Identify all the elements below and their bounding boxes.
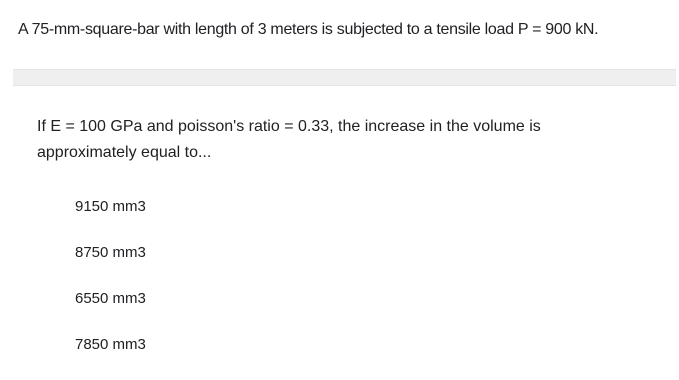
answer-option[interactable]: 7850 mm3 — [75, 336, 146, 353]
problem-statement: A 75-mm-square-bar with length of 3 meters is subjected to a tensile load P = 900 kN. — [18, 21, 599, 38]
answer-option[interactable]: 6550 mm3 — [75, 290, 146, 307]
answer-options — [75, 196, 146, 380]
question-text: If E = 100 GPa and poisson's ratio = 0.33, the increase in the volume is approximately equal to... — [37, 118, 541, 161]
answer-option[interactable]: 9150 mm3 — [75, 198, 146, 215]
answer-option[interactable]: 8750 mm3 — [75, 244, 146, 261]
section-divider — [13, 69, 676, 86]
